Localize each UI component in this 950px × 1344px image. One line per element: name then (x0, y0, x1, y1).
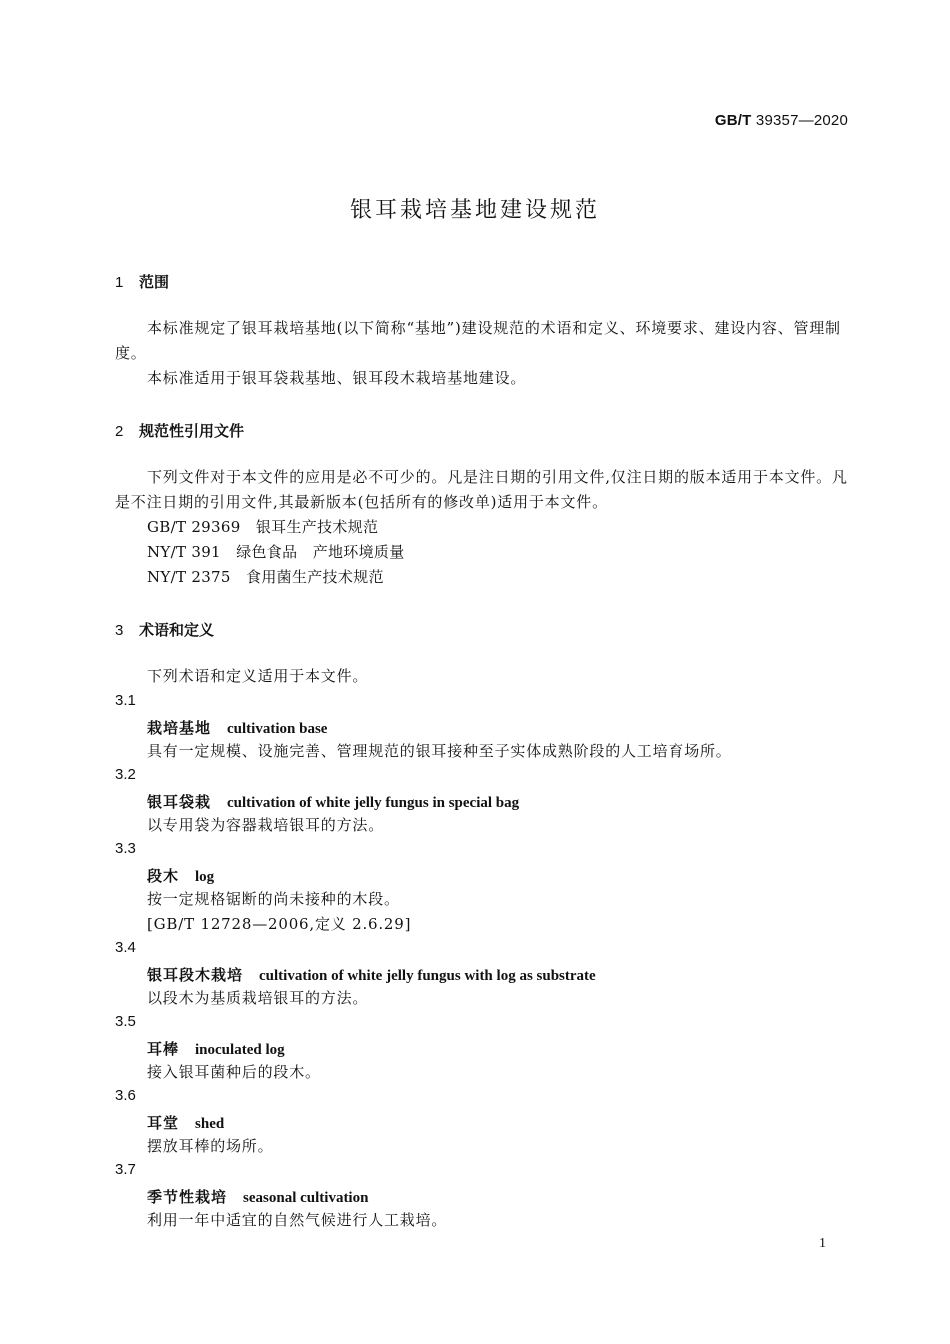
section-title: 术语和定义 (139, 621, 215, 639)
term-zh: 耳堂 (147, 1114, 180, 1132)
section-number: 1 (115, 274, 124, 291)
reference-item (147, 565, 384, 590)
term-en: log (195, 869, 215, 885)
standard-header (715, 112, 848, 129)
section-title: 范围 (139, 273, 170, 291)
term-number: 3.3 (115, 840, 136, 857)
term-zh: 栽培基地 (147, 719, 212, 737)
term-heading (147, 717, 327, 738)
term-heading (147, 964, 596, 985)
section-number: 3 (115, 622, 124, 639)
document-title: 银耳栽培基地建设规范 (349, 198, 600, 223)
term-zh: 银耳袋栽 (147, 793, 212, 811)
term-heading (147, 1112, 224, 1133)
page-number: 1 (819, 1236, 826, 1251)
term-en: cultivation of white jelly fungus with log as substrate (259, 968, 596, 984)
term-definition: 具有一定规模、设施完善、管理规范的银耳接种至子实体成熟阶段的人工培育场所。 (147, 742, 732, 760)
term-heading (147, 791, 519, 812)
term-definition: 按一定规格锯断的尚未接种的木段。 (147, 890, 400, 908)
term-heading (147, 1186, 368, 1207)
reference-item (147, 540, 405, 565)
terms-intro: 下列术语和定义适用于本文件。 (147, 667, 369, 685)
scope-paragraph-2: 本标准适用于银耳袋栽基地、银耳段木栽培基地建设。 (147, 369, 527, 387)
reference-code: NY/T 391 (147, 543, 221, 561)
term-zh: 耳棒 (147, 1040, 180, 1058)
section-number: 2 (115, 423, 124, 440)
reference-code: GB/T 29369 (147, 518, 241, 536)
term-en: inoculated log (195, 1042, 285, 1058)
references-intro: 下列文件对于本文件的应用是必不可少的。凡是注日期的引用文件,仅注日期的版本适用于本文件。凡是不注日期的引用文件,其最新版本(包括所有的修改单)适用于本文件。 (115, 468, 848, 511)
term-number: 3.6 (115, 1087, 136, 1104)
term-definition: 以段木为基质栽培银耳的方法。 (147, 989, 369, 1007)
term-en: cultivation base (227, 721, 328, 737)
section-1-heading (115, 271, 169, 292)
term-number: 3.1 (115, 692, 136, 709)
term-definition: 利用一年中适宜的自然气候进行人工栽培。 (147, 1211, 448, 1229)
term-number: 3.2 (115, 766, 136, 783)
section-2-heading (115, 420, 244, 441)
reference-item (147, 515, 378, 540)
term-number: 3.4 (115, 939, 136, 956)
reference-code: NY/T 2375 (147, 568, 231, 586)
standard-number: 39357—2020 (755, 112, 848, 129)
section-3-heading (115, 619, 214, 640)
standard-code: GB/T (714, 112, 752, 129)
term-en: seasonal cultivation (243, 1190, 369, 1206)
term-zh: 银耳段木栽培 (147, 966, 244, 984)
term-en: cultivation of white jelly fungus in special bag (227, 795, 520, 811)
term-definition: 以专用袋为容器栽培银耳的方法。 (147, 816, 385, 834)
section-title: 规范性引用文件 (139, 422, 245, 440)
term-definition: 摆放耳棒的场所。 (147, 1137, 274, 1155)
scope-paragraph-1: 本标准规定了银耳栽培基地(以下简称“基地”)建设规范的术语和定义、环境要求、建设内容、管理制度。 (115, 319, 841, 362)
reference-title: 银耳生产技术规范 (255, 518, 379, 536)
reference-title: 食用菌生产技术规范 (246, 568, 384, 586)
term-heading (147, 865, 214, 886)
reference-title: 绿色食品 产地环境质量 (236, 543, 405, 561)
term-number: 3.7 (115, 1161, 136, 1178)
term-source: [GB/T 12728—2006,定义 2.6.29] (147, 915, 412, 933)
term-heading (147, 1038, 285, 1059)
term-number: 3.5 (115, 1013, 136, 1030)
term-zh: 季节性栽培 (147, 1188, 228, 1206)
term-definition: 接入银耳菌种后的段木。 (147, 1063, 321, 1081)
term-en: shed (195, 1116, 225, 1132)
term-zh: 段木 (147, 867, 180, 885)
